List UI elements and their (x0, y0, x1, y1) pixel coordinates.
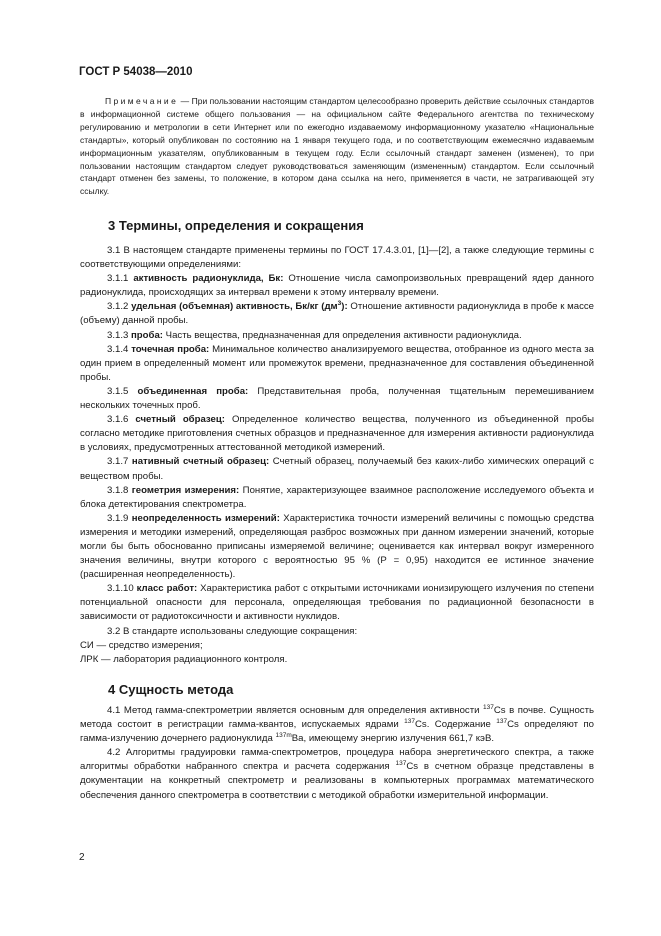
note-lead: Примечание (105, 96, 179, 106)
section-4-title: 4 Сущность метода (108, 682, 234, 697)
term-3-1-4: 3.1.4 точечная проба: Минимальное количество анализируемого вещества, отобранное из одного места за один прием в определенный момент или промежуток времени, предназначенное для составления объединенной пробы. (80, 343, 595, 383)
section-4-body (80, 704, 594, 803)
note-text: — При пользовании настоящим стандартом целесообразно проверить действие ссылочных стандартов в информационной системе общего пользования — на официальном сайте Федерального агентства по техническому регулированию и метрологии в сети Интернет или по ежегодно издаваемому информационному указателю «Национальные стандарты», который опубликован по состоянию на 1 января текущего года, и по соответствующим ежемесячно издаваемым информационным указателям, опубликованным в текущем году. Если ссылочный стандарт заменен (изменен), то при пользовании настоящим стандартом следует руководствоваться заменяющим (измененным) стандартом. Если ссылочный стандарт отменен без замены, то положение, в котором дана ссылка на него, применяется в части, не затрагивающей эту ссылку. (80, 96, 594, 197)
term-3-1-6: 3.1.6 счетный образец: Определенное количество вещества, полученного из объединенной пробы согласно методике приготовления счетных образцов и предназначенное для измерения активности радионуклида в условиях, предусмотренных аттестованной методикой измерений. (80, 414, 594, 454)
section-3-body (80, 244, 594, 667)
term-3-1-10: 3.1.10 класс работ: Характеристика работ с открытыми источниками ионизирующего излучения по степени потенциальной опасности для персонала, определяющая требования по радиационной безопасности в зависимости от радиотоксичности и активности нуклидов. (80, 583, 594, 623)
paragraph-3-2: 3.2 В стандарте использованы следующие сокращения: (107, 625, 358, 637)
paragraph-3-1: 3.1 В настоящем стандарте применены термины по ГОСТ 17.4.3.01, [1]—[2], а также следующие термины с соответствующими определениями: (80, 245, 594, 271)
paragraph-4-2: 4.2 Алгоритмы градуировки гамма-спектрометров, процедура набора энергетического спектра, а также алгоритмы обработки набранного спектра и расчета содержания $^{137}$Cs в счетном образце представлены в документации на конкретный спектрометр и реализованы в компьютерных программах математического обеспечения данного спектрометра в соответствии с методикой обработки измерительной информации. (80, 747, 595, 801)
term-3-1-7: 3.1.7 нативный счетный образец: Счетный образец, получаемый без каких-либо химических операций с веществом пробы. (80, 456, 594, 482)
document-header: ГОСТ Р 54038—2010 (79, 66, 193, 78)
section-3-title: 3 Термины, определения и сокращения (108, 218, 364, 233)
term-3-1-9: 3.1.9 неопределенность измерений: Характеристика точности измерений величины с помощью средства измерения и методики измерений, определяющая разброс возможных при данном измерении значений, которые могли бы быть обоснованно приписаны измеряемой величине; оценивается как интервал вокруг измеренного значения величины, внутри которого с вероятностью 95 % (Р = 0,95) находится ее истинное значение (расширенная неопределенность). (80, 512, 595, 581)
term-3-1-1: 3.1.1 активность радионуклида, Бк: Отношение числа самопроизвольных превращений ядер данного радионуклида, происходящих за интервал времени к этому интервалу времени. (80, 273, 595, 299)
abbreviation-si: СИ — средство измерения; (80, 639, 203, 651)
page-number: 2 (79, 852, 85, 863)
term-3-1-8: 3.1.8 геометрия измерения: Понятие, характеризующее взаимное расположение исследуемого объекта и блока детектирования спектрометра. (80, 484, 594, 510)
term-3-1-2: 3.1.2 удельная (объемная) активность, Бк/кг $(дм^3)$: Отношение активности радионуклида в пробе к массе (объему) данной пробы. (80, 300, 595, 327)
term-3-1-5: 3.1.5 объединенная проба: Представительная проба, полученная тщательным перемешиванием нескольких точечных проб. (80, 385, 594, 412)
term-3-1-3: 3.1.3 проба: Часть вещества, предназначенная для определения активности радионуклида. (107, 329, 522, 341)
reference-note (80, 95, 594, 198)
abbreviation-lrk: ЛРК — лаборатория радиационного контроля. (80, 653, 288, 665)
paragraph-4-1: 4.1 Метод гамма-спектрометрии является основным для определения активности $^{137}$Cs в почве. Сущность метода состоит в регистрации гамма-квантов, испускаемых ядрами $^{137}$Cs. Содержание $^{137}$Cs определяют по гамма-излучению дочернего радионуклида $^{137m}$Ba, имеющему энергию излучения 661,7 кэВ. (80, 704, 594, 745)
